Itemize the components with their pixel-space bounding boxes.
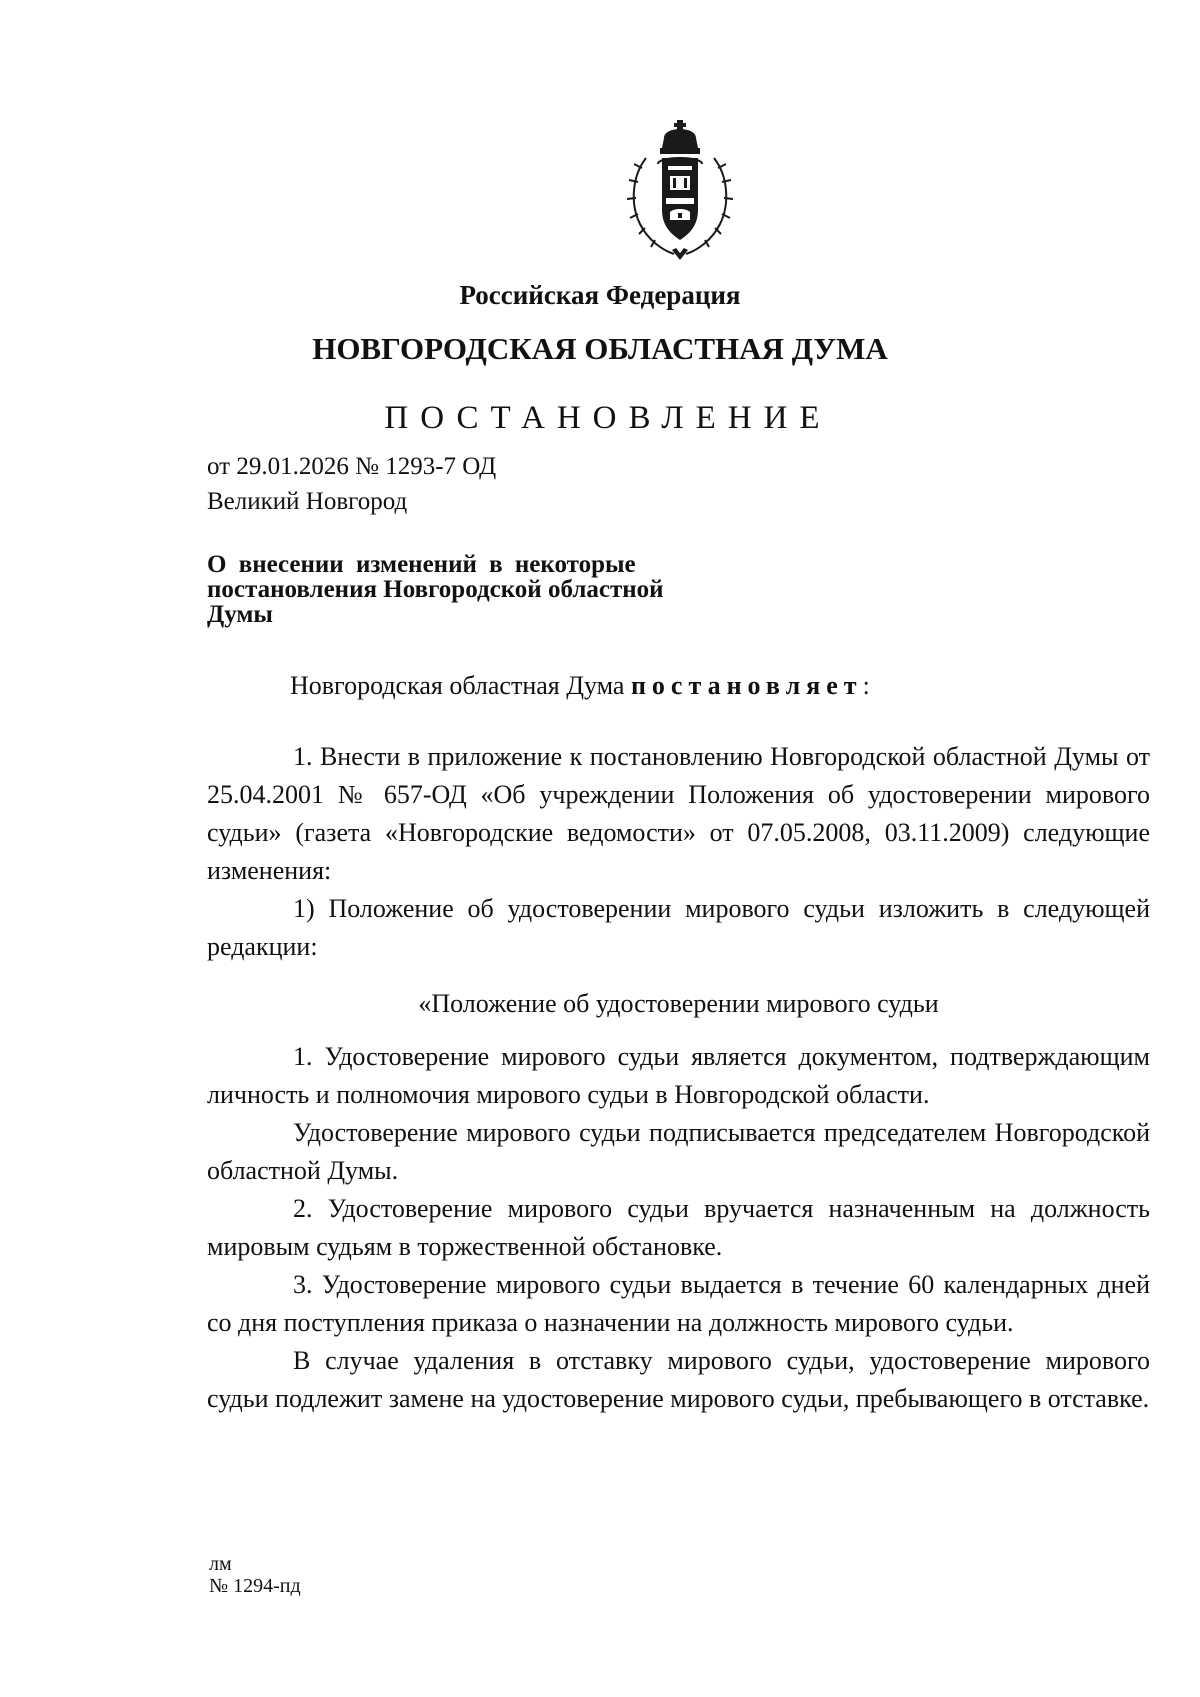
preamble-tail: : bbox=[862, 671, 870, 700]
paragraph-subitem: 1) Положение об удостоверении мирового судьи изложить в следующей редакции: bbox=[207, 894, 1150, 961]
footer-initials: лм bbox=[209, 1553, 232, 1575]
paragraph-item-1: 1. Удостоверение мирового судьи является документом, подтверждающим личность и полномочия мирового судьи в Новгородской области. bbox=[207, 1042, 1150, 1109]
document-city: Великий Новгород bbox=[207, 488, 408, 515]
footer-number: № 1294-пд bbox=[209, 1575, 301, 1597]
paragraph-item-3: 3. Удостоверение мирового судьи выдается в течение 60 календарных дней со дня поступления приказа о назначении на должность мирового судьи. bbox=[207, 1270, 1150, 1337]
body-section-regulation bbox=[207, 1038, 1150, 1418]
coat-of-arms-icon bbox=[618, 120, 742, 266]
preamble bbox=[290, 670, 870, 702]
body-section-title bbox=[207, 985, 1150, 1023]
body-section-amendment bbox=[207, 738, 1150, 966]
subject-line: постановления Новгородской областной bbox=[207, 576, 664, 603]
footer-reference bbox=[209, 1553, 301, 1597]
paragraph-amendment: 1. Внести в приложение к постановлению Новгородской областной Думы от 25.04.2001 № 657-ОД «Об учреждении Положения об удостоверении мирового судьи» (газета «Новгородские ведомости» от 07.05.2008, 03.11.2009) следующие изменения: bbox=[207, 742, 1150, 885]
country-heading: Российская Федерация bbox=[459, 280, 741, 310]
paragraph-retirement: В случае удаления в отставку мирового судьи, удостоверение мирового судьи подлежит замене на удостоверение мирового судьи, пребывающего в отставке. bbox=[207, 1346, 1150, 1413]
document-date-number: от 29.01.2026 № 1293-7 ОД bbox=[207, 453, 497, 480]
subject-line: Думы bbox=[207, 601, 273, 628]
authority-heading: НОВГОРОДСКАЯ ОБЛАСТНАЯ ДУМА bbox=[312, 331, 888, 366]
regulation-title: «Положение об удостоверении мирового судьи bbox=[418, 989, 939, 1018]
document-subject bbox=[207, 552, 707, 627]
preamble-verb: постановляет bbox=[630, 671, 863, 700]
paragraph-signing: Удостоверение мирового судьи подписывается председателем Новгородской областной Думы. bbox=[207, 1118, 1150, 1185]
document-type-heading: ПОСТАНОВЛЕНИЕ bbox=[384, 400, 832, 436]
subject-line: О внесении изменений в некоторые bbox=[207, 551, 636, 578]
preamble-lead: Новгородская областная Дума bbox=[290, 671, 631, 700]
paragraph-item-2: 2. Удостоверение мирового судьи вручается назначенным на должность мировым судьям в торжественной обстановке. bbox=[207, 1194, 1150, 1261]
